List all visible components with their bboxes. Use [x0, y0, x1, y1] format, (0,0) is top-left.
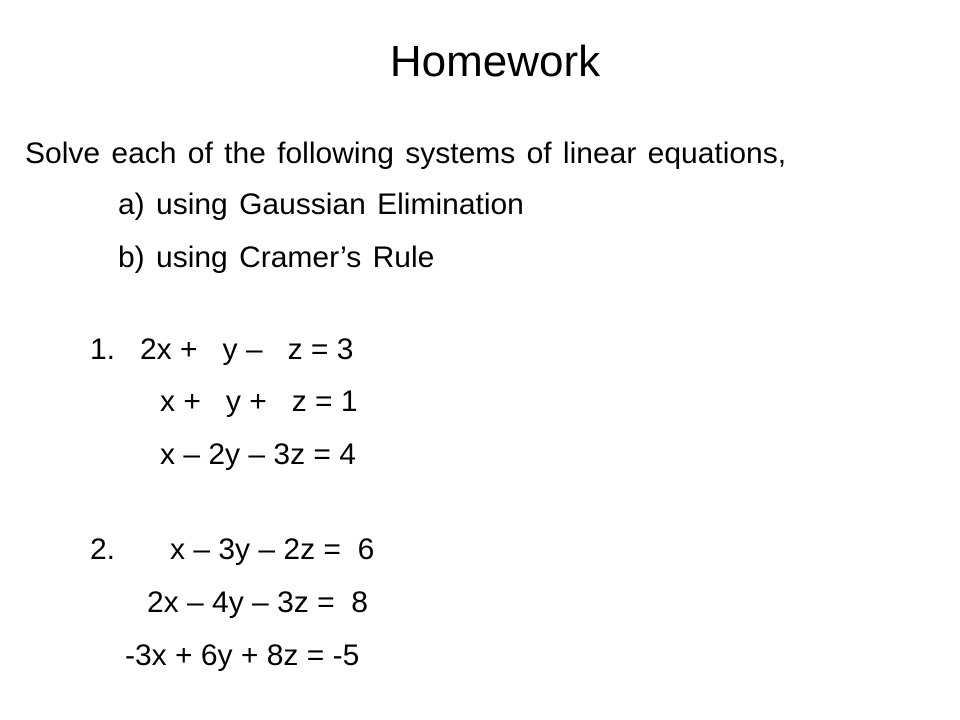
problem-2-equation-1: x – 3y – 2z = 6 — [170, 533, 375, 566]
problem-2-equation-3: -3x + 6y + 8z = -5 — [125, 639, 360, 672]
problem-2-number: 2. — [90, 533, 116, 566]
page-title: Homework — [389, 37, 601, 86]
instructions-intro: Solve each of the following systems of linear equations, — [25, 137, 787, 170]
problem-1-equation-3: x – 2y – 3z = 4 — [160, 438, 356, 471]
problem-1-number: 1. — [90, 333, 116, 366]
problem-1-equation-1: 2x + y – z = 3 — [140, 333, 354, 366]
method-gaussian-elimination: a) using Gaussian Elimination — [118, 188, 524, 221]
method-cramers-rule: b) using Cramer’s Rule — [118, 241, 435, 274]
problem-2-equation-2: 2x – 4y – 3z = 8 — [147, 586, 368, 619]
problem-1-equation-2: x + y + z = 1 — [160, 385, 358, 418]
